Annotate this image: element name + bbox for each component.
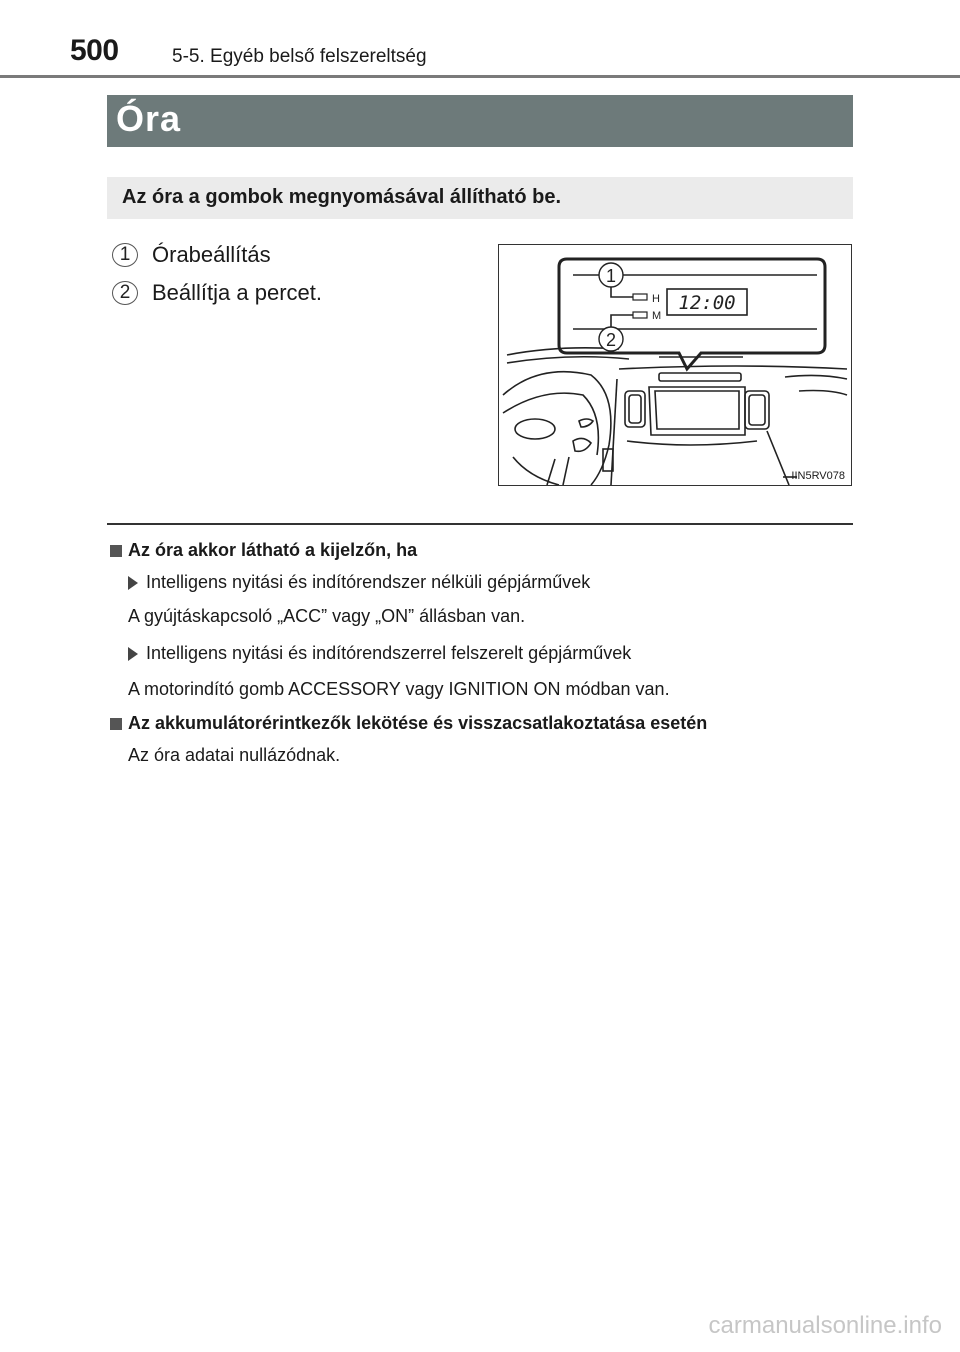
square-bullet-icon bbox=[110, 718, 122, 730]
triangle-bullet-icon bbox=[128, 576, 138, 590]
sub-condition-2 bbox=[128, 643, 631, 664]
callout-number-1: 1 bbox=[605, 266, 617, 286]
condition-text-1: A gyújtáskapcsoló „ACC” vagy „ON” állásban van. bbox=[128, 606, 526, 626]
clock-display-time: 12:00 bbox=[678, 292, 736, 314]
sub-condition-1-text: Intelligens nyitási és indítórendszer nélküli gépjárművek bbox=[146, 572, 591, 592]
section-2-text: Az óra adatai nullázódnak. bbox=[128, 745, 341, 765]
step-text-1: Órabeállítás bbox=[152, 242, 271, 267]
figure-code: IIN5RV078 bbox=[791, 470, 845, 482]
triangle-bullet-icon bbox=[128, 647, 138, 661]
section-heading-1 bbox=[110, 540, 417, 561]
step-number-1: 1 bbox=[112, 243, 138, 267]
condition-text-2: A motorindító gomb ACCESSORY vagy IGNITION ON módban van. bbox=[128, 679, 670, 699]
intro-text: Az óra a gombok megnyomásával állítható be. bbox=[122, 186, 562, 208]
section-heading-2-text: Az akkumulátorérintkezők lekötése és visszacsatlakoztatása esetén bbox=[128, 713, 708, 733]
button-label-h: H bbox=[652, 293, 660, 305]
section-label: 5-5. Egyéb belső felszereltség bbox=[172, 46, 427, 67]
step-1 bbox=[112, 242, 271, 268]
sub-condition-1 bbox=[128, 572, 590, 593]
dashboard-drawing bbox=[499, 245, 851, 485]
button-label-m: M bbox=[652, 310, 662, 322]
clock-illustration bbox=[498, 244, 852, 486]
sub-condition-2-text: Intelligens nyitási és indítórendszerrel felszerelt gépjárművek bbox=[146, 643, 632, 663]
header-rule bbox=[0, 75, 960, 78]
watermark: carmanualsonline.info bbox=[708, 1312, 942, 1339]
step-2 bbox=[112, 280, 322, 306]
page-number: 500 bbox=[70, 34, 119, 67]
title-bar bbox=[107, 95, 853, 147]
page-title: Óra bbox=[116, 98, 182, 139]
square-bullet-icon bbox=[110, 545, 122, 557]
divider bbox=[107, 523, 853, 525]
step-number-2: 2 bbox=[112, 281, 138, 305]
step-text-2: Beállítja a percet. bbox=[152, 280, 322, 305]
section-heading-1-text: Az óra akkor látható a kijelzőn, ha bbox=[128, 540, 418, 560]
callout-number-2: 2 bbox=[605, 330, 617, 350]
section-heading-2 bbox=[110, 713, 707, 734]
